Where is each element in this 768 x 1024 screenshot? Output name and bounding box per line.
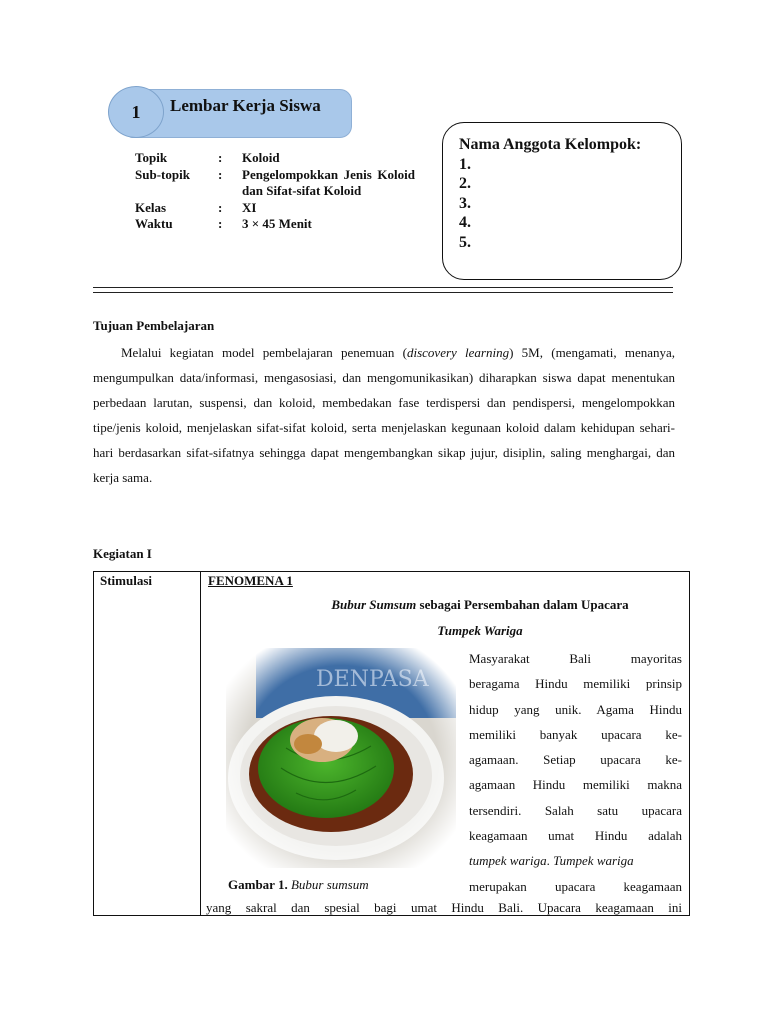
group-members-title: Nama Anggota Kelompok: xyxy=(459,136,642,153)
text-line: tersendiri. Salah satu upacara xyxy=(469,802,682,818)
fenomena-side-text xyxy=(469,646,682,899)
colon: : xyxy=(218,150,223,165)
info-row-waktu xyxy=(135,216,415,233)
text-line: agamaan. Setiap upacara ke- xyxy=(469,752,682,768)
tujuan-text: ) 5M, (mengamati, menanya, mengumpulkan data/informasi, mengasosiasi, dan mengomunikasikan) diharapkan siswa dapat menentukan perbedaan larutan, suspensi, dan koloid, membedakan fase terdispersi dan pendispersi, mengelompokkan tipe/jenis koloid, menjelaskan sifat-sifat koloid, serta menjelaskan kegunaan koloid dalam kehidupan sehari-hari berdasarkan sifat-sifatnya sehingga dapat mengembangkan sikap jujur, disiplin, saling menghargai, dan kerja sama. xyxy=(93,345,676,485)
divider-line xyxy=(93,292,673,293)
colon: : xyxy=(218,166,223,182)
group-members-box xyxy=(442,122,682,280)
text-line: merupakan upacara keagamaan xyxy=(469,878,682,894)
tujuan-heading: Tujuan Pembelajaran xyxy=(93,318,215,333)
italic-term: tumpek wariga xyxy=(469,853,547,869)
colon: : xyxy=(218,199,223,215)
subtitle-italic: Bubur Sumsum xyxy=(331,597,417,612)
text-line: agamaan Hindu memiliki makna xyxy=(469,777,682,793)
divider-line xyxy=(93,287,673,288)
kegiatan-heading: Kegiatan I xyxy=(93,546,152,561)
fenomena-subtitle-line2: Tumpek Wariga xyxy=(437,623,523,638)
member-slot-4: 4. xyxy=(459,214,471,231)
fenomena-title: FENOMENA 1 xyxy=(208,573,293,588)
text-line: keagamaan umat Hindu adalah xyxy=(469,828,682,844)
fenomena-subtitle xyxy=(200,597,760,613)
member-slot-1: 1. xyxy=(459,155,471,173)
info-row-subtopik xyxy=(135,167,415,200)
subtopik-value: Pengelompokkan Jenis Koloid dan Sifat-sifat Koloid xyxy=(242,166,415,198)
text-line: beragama Hindu memiliki prinsip xyxy=(469,676,682,692)
member-slot-5: 5. xyxy=(459,233,471,251)
text-line: memiliki banyak upacara ke- xyxy=(469,726,682,742)
tujuan-paragraph xyxy=(93,340,675,490)
worksheet-number-badge xyxy=(108,86,164,138)
colon: : xyxy=(218,216,223,231)
subtopik-label: Sub-topik xyxy=(135,166,190,182)
info-row-topik xyxy=(135,150,415,167)
subtitle-rest: sebagai Persembahan dalam Upacara xyxy=(416,597,629,612)
tujuan-text: Melalui kegiatan model pembelajaran penemuan ( xyxy=(121,345,407,360)
caption-text: Bubur sumsum xyxy=(290,877,369,892)
text-line xyxy=(469,848,682,873)
fenomena-bottom-text: yang sakral dan spesial bagi umat Hindu Bali. Upacara keagamaan ini xyxy=(206,900,682,915)
italic-term: Tumpek wariga xyxy=(553,853,634,869)
waktu-value: 3 × 45 Menit xyxy=(242,216,312,231)
page-title: Lembar Kerja Siswa xyxy=(170,96,321,115)
caption-label: Gambar 1. xyxy=(228,877,288,892)
member-slot-2: 2. xyxy=(459,175,471,192)
bubur-sumsum-photo xyxy=(226,648,456,868)
figure-caption xyxy=(228,877,369,893)
tujuan-text-italic: discovery learning xyxy=(406,345,510,360)
worksheet-number: 1 xyxy=(131,101,141,122)
kelas-value: XI xyxy=(242,199,257,215)
topik-value: Koloid xyxy=(242,150,280,165)
member-slot-3: 3. xyxy=(459,194,471,212)
kelas-label: Kelas xyxy=(135,199,167,215)
topik-label: Topik xyxy=(135,150,168,165)
text-line: hidup yang unik. Agama Hindu xyxy=(469,701,682,717)
text-line: Masyarakat Bali mayoritas xyxy=(469,651,682,666)
separator: . xyxy=(546,853,554,869)
stimulasi-label: Stimulasi xyxy=(100,573,153,588)
info-table xyxy=(135,150,415,233)
waktu-label: Waktu xyxy=(135,216,173,231)
info-row-kelas xyxy=(135,200,415,217)
